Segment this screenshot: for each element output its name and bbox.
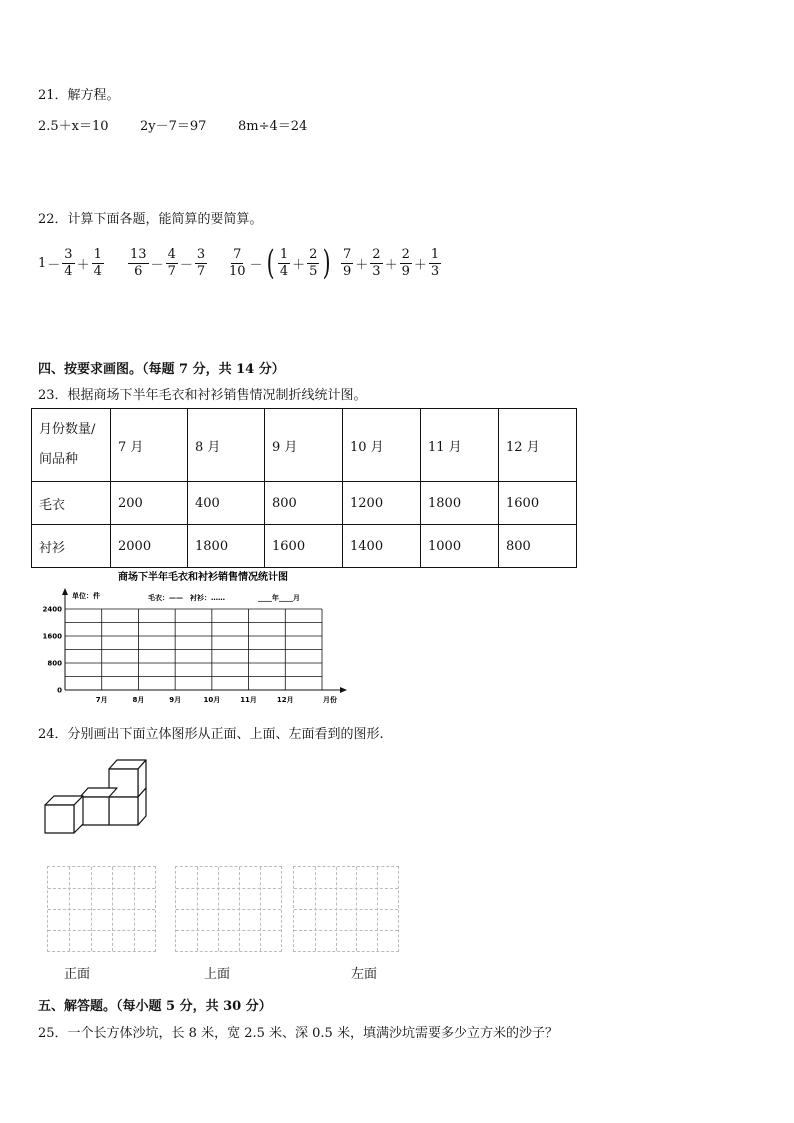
- q25-title: 25．一个长方体沙坑，长 8 米，宽 2.5 米、深 0.5 米，填满沙坑需要多少立方米的沙子？: [38, 1026, 558, 1041]
- lead-number: 1: [38, 255, 47, 271]
- table-cell: 2000: [111, 525, 188, 568]
- q22-expression-4: [340, 243, 442, 283]
- grid-line: [294, 888, 398, 889]
- table-cell: 400: [188, 482, 265, 525]
- table-cell: 1400: [343, 525, 421, 568]
- top-view-grid[interactable]: [175, 866, 282, 952]
- q24-title: 24．分别画出下面立体图形从正面、上面、左面看到的图形.: [38, 727, 384, 742]
- blank-line-chart: [30, 567, 360, 707]
- chart-x-tick-label: 7月: [95, 696, 108, 704]
- row-label: 毛衣: [32, 482, 111, 525]
- chart-x-tick-label: 11月: [240, 696, 257, 704]
- cube-stack-figure: [40, 755, 152, 839]
- q21-equation-2: 2y－7＝97: [140, 119, 207, 134]
- plus-sign: ＋: [413, 257, 427, 273]
- q22-expression-3: [226, 243, 334, 283]
- table-cell: 800: [265, 482, 343, 525]
- chart-legend: 毛衣：—— 衬衫：……: [148, 594, 225, 602]
- q22-expression-2: [127, 243, 208, 283]
- q21-equation-1: 2.5＋x＝10: [38, 119, 109, 134]
- table-corner-header: 月份数量/ 间品种: [32, 409, 111, 482]
- fraction: 1 4: [93, 246, 102, 279]
- cube-front-face: [45, 805, 74, 833]
- fraction: 13 6: [130, 246, 147, 279]
- chart-y-axis-arrow: [62, 588, 68, 595]
- chart-y-tick-label: 0: [57, 686, 62, 695]
- grid-line: [176, 888, 281, 889]
- table-cell: 200: [111, 482, 188, 525]
- fraction: 2 3: [372, 246, 381, 279]
- table-cell: 1800: [421, 482, 499, 525]
- fraction: 7 9: [343, 246, 352, 279]
- minus-sign: －: [47, 257, 61, 273]
- table-cell: 1600: [499, 482, 577, 525]
- front-view-grid[interactable]: [47, 866, 156, 952]
- front-view-label: 正面: [64, 967, 91, 982]
- table-row: [32, 482, 577, 525]
- chart-y-tick-label: 2400: [42, 605, 62, 614]
- table-row: [32, 525, 577, 568]
- fraction: 1 3: [430, 246, 440, 279]
- fraction: 7 10: [229, 246, 246, 279]
- chart-x-tick-label: 9月: [169, 696, 182, 704]
- cube-front-face: [80, 797, 109, 825]
- fraction: 2 5: [309, 246, 318, 279]
- left-view-grid[interactable]: [293, 866, 399, 952]
- grid-line: [48, 930, 155, 931]
- fraction: 2 9: [401, 246, 410, 279]
- chart-y-tick-label: 1600: [42, 632, 62, 641]
- plus-sign: ＋: [384, 257, 398, 273]
- table-cell: 1000: [421, 525, 499, 568]
- right-paren: ): [323, 243, 332, 283]
- top-view-label: 上面: [204, 967, 231, 982]
- section-5-heading: 五、解答题。（每小题 5 分，共 30 分）: [38, 999, 272, 1014]
- q22-title: 22．计算下面各题，能简算的要简算。: [38, 212, 263, 227]
- fraction: 4 7: [167, 246, 176, 279]
- q23-title: 23．根据商场下半年毛衣和衬衫销售情况制折线统计图。: [38, 388, 367, 403]
- chart-x-tick-label: 10月: [203, 696, 221, 704]
- table-header-month: 9 月: [265, 409, 343, 482]
- grid-line: [294, 909, 398, 910]
- left-paren: (: [266, 243, 275, 283]
- q22-expression-1: [38, 243, 105, 283]
- plus-sign: ＋: [355, 257, 369, 273]
- plus-sign: ＋: [76, 257, 90, 273]
- q21-title: 21．解方程。: [38, 88, 120, 103]
- q21-equation-3: 8m÷4＝24: [238, 119, 308, 134]
- table-header-month: 11 月: [421, 409, 499, 482]
- plus-sign: ＋: [292, 257, 306, 273]
- minus-sign: －: [150, 257, 164, 273]
- grid-line: [48, 888, 155, 889]
- cube-front-face: [109, 797, 138, 825]
- row-label: 衬衫: [32, 525, 111, 568]
- left-view-label: 左面: [351, 967, 378, 982]
- grid-line: [294, 930, 398, 931]
- chart-x-axis-arrow: [340, 687, 347, 693]
- table-cell: 1800: [188, 525, 265, 568]
- fraction: 3 4: [64, 246, 73, 279]
- table-header-month: 8 月: [188, 409, 265, 482]
- table-header-month: 10 月: [343, 409, 421, 482]
- table-cell: 1600: [265, 525, 343, 568]
- chart-x-tick-label: 12月: [276, 696, 294, 704]
- minus-sign: －: [179, 257, 193, 273]
- table-header-month: 7 月: [111, 409, 188, 482]
- minus-sign: －: [249, 257, 263, 273]
- sales-table: [31, 408, 577, 568]
- table-cell: 1200: [343, 482, 421, 525]
- grid-line: [176, 909, 281, 910]
- grid-line: [48, 909, 155, 910]
- chart-unit-label: 单位：件: [72, 592, 100, 600]
- chart-x-tick-label: 8月: [132, 696, 145, 704]
- grid-line: [176, 930, 281, 931]
- chart-date-label: ____年____月: [258, 594, 300, 602]
- table-cell: 800: [499, 525, 577, 568]
- table-header-month: 12 月: [499, 409, 577, 482]
- fraction: 1 4: [279, 246, 289, 279]
- chart-title: 商场下半年毛衣和衬衫销售情况统计图: [118, 572, 288, 583]
- chart-y-tick-label: 800: [47, 659, 62, 668]
- fraction: 3 7: [196, 246, 206, 279]
- chart-x-axis-label: 月份: [323, 696, 337, 704]
- section-4-heading: 四、按要求画图。（每题 7 分，共 14 分）: [38, 362, 285, 377]
